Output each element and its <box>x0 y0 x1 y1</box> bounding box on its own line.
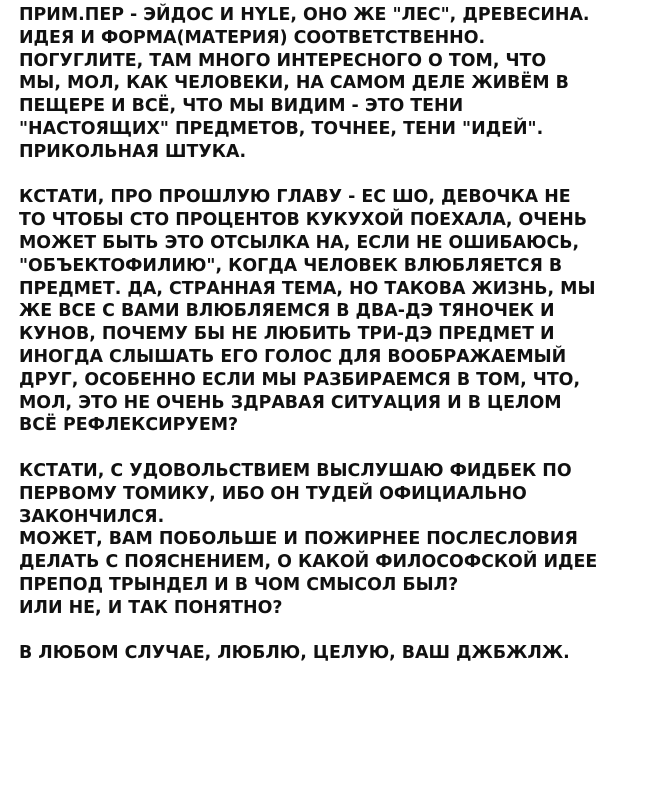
text-line: МОЖЕТ, ВАМ ПОБОЛЬШЕ И ПОЖИРНЕЕ ПОСЛЕСЛОВИЯ <box>19 529 578 550</box>
paragraph-spacer <box>19 620 639 643</box>
text-line: КСТАТИ, ПРО ПРОШЛУЮ ГЛАВУ - ЕС ШО, ДЕВОЧКА НЕ <box>19 187 571 208</box>
text-line: ИНОГДА СЛЫШАТЬ ЕГО ГОЛОС ДЛЯ ВООБРАЖАЕМЫЙ <box>19 346 567 367</box>
paragraph-eidos-hyle-note <box>19 4 639 164</box>
text-line: ДРУГ, ОСОБЕННО ЕСЛИ МЫ РАЗБИРАЕМСЯ В ТОМ, ЧТО, <box>19 369 581 390</box>
text-line: МОЛ, ЭТО НЕ ОЧЕНЬ ЗДРАВАЯ СИТУАЦИЯ И В ЦЕЛОМ <box>19 392 562 413</box>
text-line: "ОБЪЕКТОФИЛИЮ", КОГДА ЧЕЛОВЕК ВЛЮБЛЯЕТСЯ В <box>19 255 563 276</box>
paragraph-spacer <box>19 164 639 187</box>
paragraph-previous-chapter <box>19 186 639 437</box>
text-line: ПОГУГЛИТЕ, ТАМ МНОГО ИНТЕРЕСНОГО О ТОМ, ЧТО <box>19 50 547 71</box>
text-line: ПЕЩЕРЕ И ВСЁ, ЧТО МЫ ВИДИМ - ЭТО ТЕНИ <box>19 96 464 117</box>
text-line: МОЖЕТ БЫТЬ ЭТО ОТСЫЛКА НА, ЕСЛИ НЕ ОШИБАЮСЬ, <box>19 232 580 253</box>
text-line: ЗАКОНЧИЛСЯ. <box>19 506 165 527</box>
text-line: ТО ЧТОБЫ СТО ПРОЦЕНТОВ КУКУХОЙ ПОЕХАЛА, ОЧЕНЬ <box>19 210 588 231</box>
text-line: ПРИМ.ПЕР - ЭЙДОС И HYLE, ОНО ЖЕ "ЛЕС", ДРЕВЕСИНА. <box>19 5 590 25</box>
text-line: ПРЕПОД ТРЫНДЕЛ И В ЧОМ СМЫСОЛ БЫЛ? <box>19 574 459 595</box>
text-line: "НАСТОЯЩИХ" ПРЕДМЕТОВ, ТОЧНЕЕ, ТЕНИ "ИДЕЙ". <box>19 118 544 139</box>
paragraph-spacer <box>19 437 639 460</box>
text-line: КСТАТИ, С УДОВОЛЬСТВИЕМ ВЫСЛУШАЮ ФИДБЕК ПО <box>19 460 572 481</box>
text-line: МЫ, МОЛ, КАК ЧЕЛОВЕКИ, НА САМОМ ДЕЛЕ ЖИВЁМ В <box>19 73 569 94</box>
text-line: ВСЁ РЕФЛЕКСИРУЕМ? <box>19 415 239 436</box>
paragraph-signoff <box>19 642 639 665</box>
text-line: ПРЕДМЕТ. ДА, СТРАННАЯ ТЕМА, НО ТАКОВА ЖИЗНЬ, МЫ <box>19 278 596 299</box>
text-line: ПРИКОЛЬНАЯ ШТУКА. <box>19 141 247 162</box>
text-line: ДЕЛАТЬ С ПОЯСНЕНИЕМ, О КАКОЙ ФИЛОСОФСКОЙ ИДЕЕ <box>19 552 598 573</box>
text-line: ПЕРВОМУ ТОМИКУ, ИБО ОН ТУДЕЙ ОФИЦИАЛЬНО <box>19 483 527 504</box>
text-line: ЖЕ ВСЕ С ВАМИ ВЛЮБЛЯЕМСЯ В ДВА-ДЭ ТЯНОЧЕК И <box>19 301 555 322</box>
paragraph-feedback <box>19 460 639 620</box>
text-line: В ЛЮБОМ СЛУЧАЕ, ЛЮБЛЮ, ЦЕЛУЮ, ВАШ ДЖБЖЛЖ. <box>19 643 570 664</box>
text-line: ИЛИ НЕ, И ТАК ПОНЯТНО? <box>19 597 283 618</box>
translator-note-text <box>19 4 639 665</box>
text-line: ИДЕЯ И ФОРМА(МАТЕРИЯ) СООТВЕТСТВЕННО. <box>19 27 486 48</box>
text-line: КУНОВ, ПОЧЕМУ БЫ НЕ ЛЮБИТЬ ТРИ-ДЭ ПРЕДМЕТ И <box>19 324 555 345</box>
